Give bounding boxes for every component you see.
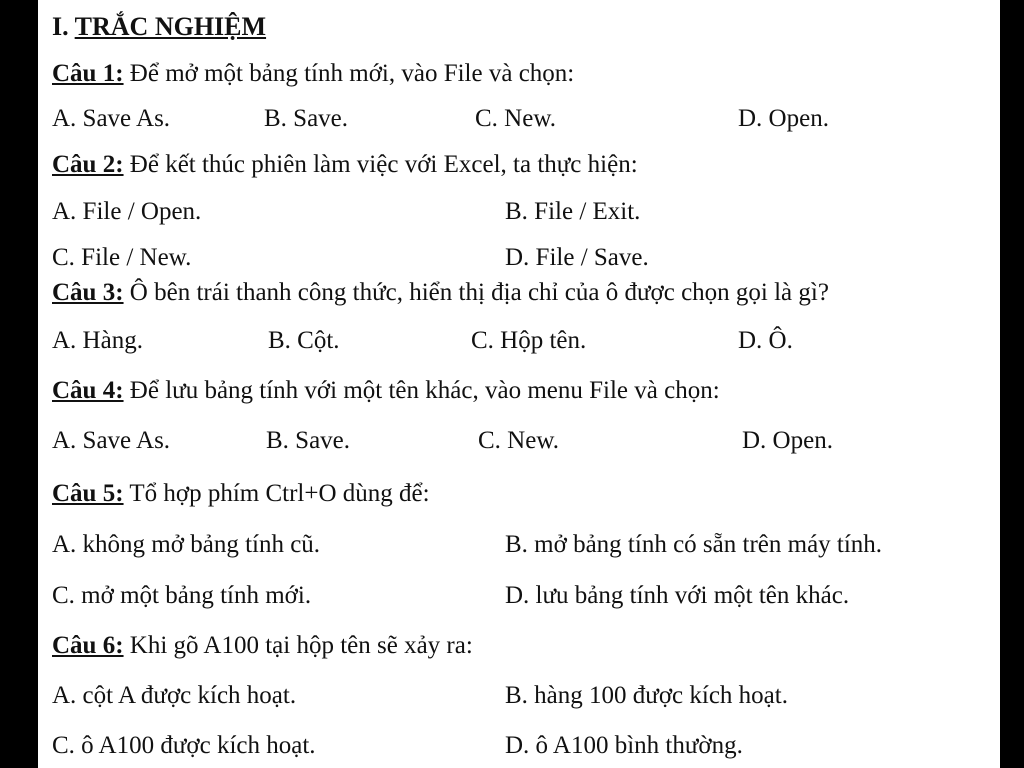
question-2: [52, 150, 638, 180]
question-1: [52, 59, 574, 89]
question-text: Ô bên trái thanh công thức, hiển thị địa chỉ của ô được chọn gọi là gì?: [123, 279, 829, 306]
question-label: Câu 1:: [52, 60, 124, 87]
question-5: [52, 479, 430, 509]
section-title: TRẮC NGHIỆM: [74, 12, 267, 41]
question-text: Để mở một bảng tính mới, vào File và chọn:: [123, 60, 575, 87]
q5-option-c: C. mở một bảng tính mới.: [52, 582, 312, 609]
q2-option-b: B. File / Exit.: [505, 198, 641, 225]
section-prefix: I.: [52, 12, 75, 41]
question-text: Để kết thúc phiên làm việc với Excel, ta thực hiện:: [123, 151, 638, 178]
question-label: Câu 6:: [52, 632, 124, 659]
q5-option-b: B. mở bảng tính có sẵn trên máy tính.: [505, 531, 883, 558]
q4-option-c: C. New.: [478, 427, 560, 454]
question-text: Tổ hợp phím Ctrl+O dùng để:: [123, 480, 430, 507]
question-3: [52, 278, 829, 308]
q3-option-c: C. Hộp tên.: [471, 327, 587, 354]
question-label: Câu 5:: [52, 480, 124, 507]
q4-option-d: D. Open.: [742, 427, 833, 454]
q6-option-d: D. ô A100 bình thường.: [505, 732, 743, 759]
q3-option-b: B. Cột.: [268, 327, 340, 354]
section-heading: [52, 12, 266, 42]
q6-option-c: C. ô A100 được kích hoạt.: [52, 732, 316, 759]
q1-option-a: A. Save As.: [52, 105, 171, 132]
q6-option-a: A. cột A được kích hoạt.: [52, 682, 297, 709]
question-label: Câu 3:: [52, 279, 124, 306]
q1-option-d: D. Open.: [738, 105, 829, 132]
question-6: [52, 631, 473, 661]
question-text: Khi gõ A100 tại hộp tên sẽ xảy ra:: [123, 632, 473, 659]
q3-option-a: A. Hàng.: [52, 327, 143, 354]
q6-option-b: B. hàng 100 được kích hoạt.: [505, 682, 788, 709]
document-page: [38, 0, 1000, 768]
question-4: [52, 376, 720, 406]
q2-option-c: C. File / New.: [52, 244, 192, 271]
q4-option-a: A. Save As.: [52, 427, 171, 454]
q1-option-c: C. New.: [475, 105, 557, 132]
q5-option-a: A. không mở bảng tính cũ.: [52, 531, 321, 558]
q5-option-d: D. lưu bảng tính với một tên khác.: [505, 582, 850, 609]
question-text: Để lưu bảng tính với một tên khác, vào menu File và chọn:: [123, 377, 720, 404]
question-label: Câu 4:: [52, 377, 124, 404]
q4-option-b: B. Save.: [266, 427, 351, 454]
q2-option-d: D. File / Save.: [505, 244, 649, 271]
q1-option-b: B. Save.: [264, 105, 349, 132]
q3-option-d: D. Ô.: [738, 327, 793, 354]
question-label: Câu 2:: [52, 151, 124, 178]
q2-option-a: A. File / Open.: [52, 198, 202, 225]
